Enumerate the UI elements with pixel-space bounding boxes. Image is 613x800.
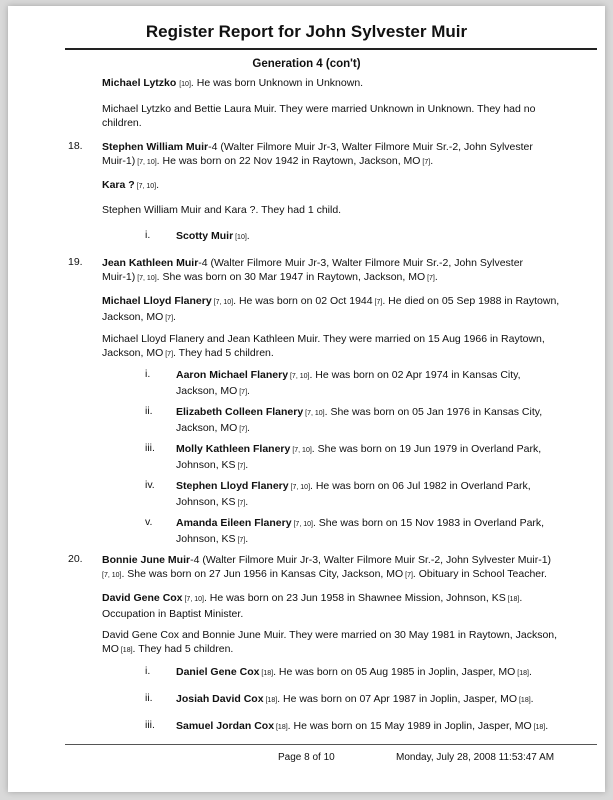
child-entry: Samuel Jordan Cox [18]. He was born on 15 May 1989 in Joplin, Jasper, MO [18].: [176, 720, 549, 732]
report-page: [8, 6, 605, 792]
footer-divider: [65, 744, 597, 745]
child-entry: Daniel Gene Cox [18]. He was born on 05 Aug 1985 in Joplin, Jasper, MO [18].: [176, 666, 532, 678]
person-entry: Stephen William Muir-4 (Walter Filmore Muir Jr-3, Walter Filmore Muir Sr.-2, John Sylvester Muir-1) [7, 10]. He was born on 22 Nov 1942 in Raytown, Jackson, MO [7].: [102, 141, 533, 167]
spouse-entry: Kara ? [7, 10].: [102, 179, 160, 191]
entry-number: 20.: [68, 553, 83, 565]
marriage-text: Stephen William Muir and Kara ?. They had 1 child.: [102, 204, 342, 216]
child-entry: Molly Kathleen Flanery [7, 10]. She was born on 19 Jun 1979 in Overland Park, Johnson, KS [7].: [176, 443, 542, 471]
child-entry: Stephen Lloyd Flanery [7, 10]. He was born on 06 Jul 1982 in Overland Park, Johnson, KS [7].: [176, 480, 531, 508]
spouse-entry: Michael Lloyd Flanery [7, 10]. He was born on 02 Oct 1944 [7]. He died on 05 Sep 1988 in Raytown, Jackson, MO [7].: [102, 295, 560, 323]
spouse-entry: David Gene Cox [7, 10]. He was born on 23 Jun 1958 in Shawnee Mission, Johnson, KS [18]. Occupation in Baptist Minister.: [102, 592, 523, 620]
generation-heading: Generation 4 (con't): [252, 58, 361, 70]
child-number: i.: [145, 665, 151, 677]
child-number: iv.: [145, 479, 155, 491]
person-entry: Bonnie June Muir-4 (Walter Filmore Muir Jr-3, Walter Filmore Muir Sr.-2, John Sylvester Muir-1) [7, 10]. She was born on 27 Jun 1956 in Kansas City, Jackson, MO [7]. Obituary in School Teacher.: [102, 554, 552, 580]
child-entry: Josiah David Cox [18]. He was born on 07 Apr 1987 in Joplin, Jasper, MO [18].: [176, 693, 534, 705]
person-entry: Jean Kathleen Muir-4 (Walter Filmore Muir Jr-3, Walter Filmore Muir Sr.-2, John Sylvester Muir-1) [7, 10]. She was born on 30 Mar 1947 in Raytown, Jackson, MO [7].: [102, 257, 524, 283]
child-entry: Scotty Muir [10].: [176, 230, 250, 242]
child-entry: Amanda Eileen Flanery [7, 10]. She was born on 15 Nov 1983 in Overland Park, Johnson, KS [7].: [176, 517, 545, 545]
marriage-text: Michael Lloyd Flanery and Jean Kathleen Muir. They were married on 15 Aug 1966 in Raytown, Jackson, MO [7]. They had 5 children.: [102, 333, 545, 359]
marriage-text: Michael Lytzko and Bettie Laura Muir. They were married Unknown in Unknown. They had no children.: [102, 103, 536, 129]
child-number: ii.: [145, 405, 153, 417]
child-entry: Elizabeth Colleen Flanery [7, 10]. She was born on 05 Jan 1976 in Kansas City, Jackson, MO [7].: [176, 406, 543, 434]
child-number: iii.: [145, 442, 155, 454]
report-date: Monday, July 28, 2008 11:53:47 AM: [396, 752, 555, 763]
spouse-entry: Michael Lytzko [10]. He was born Unknown in Unknown.: [102, 77, 364, 89]
child-number: v.: [145, 516, 153, 528]
entry-number: 19.: [68, 256, 83, 268]
marriage-text: David Gene Cox and Bonnie June Muir. They were married on 30 May 1981 in Raytown, Jackson, MO [18]. They had 5 children.: [102, 629, 558, 655]
child-number: ii.: [145, 692, 153, 704]
child-number: i.: [145, 229, 151, 241]
child-number: iii.: [145, 719, 155, 731]
report-title: Register Report for John Sylvester Muir: [145, 22, 468, 41]
title-divider: [65, 48, 597, 50]
child-number: i.: [145, 368, 151, 380]
page-number: Page 8 of 10: [278, 752, 335, 763]
child-entry: Aaron Michael Flanery [7, 10]. He was born on 02 Apr 1974 in Kansas City, Jackson, MO [7].: [176, 369, 521, 397]
entry-number: 18.: [68, 140, 83, 152]
